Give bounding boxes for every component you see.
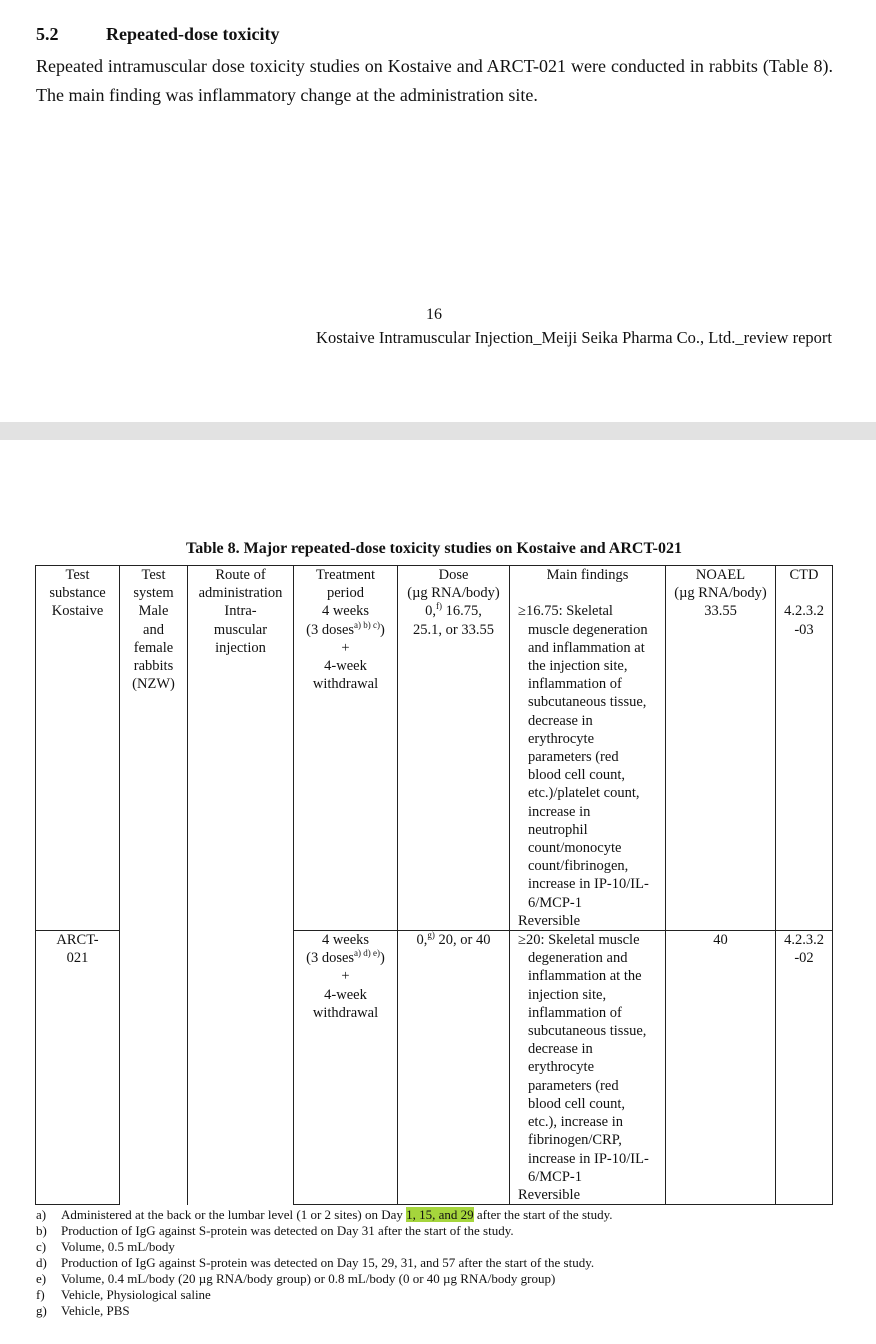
footnote-f: f) Vehicle, Physiological saline: [36, 1287, 211, 1302]
footnote-a: a) Administered at the back or the lumbar level (1 or 2 sites) on Day 1, 15, and 29 after the start of the study.: [36, 1207, 613, 1222]
cell-ctd: 4.2.3.2 -03: [776, 602, 833, 930]
cell-noael: 40: [666, 931, 776, 1205]
cell-treatment-period: 4 weeks (3 doses$^{a) b) c)}$) + 4-week withdrawal: [294, 602, 398, 930]
cell-dose: 0,$^{g)}$ 20, or 40: [398, 931, 510, 1205]
cell-main-findings: ≥16.75: Skeletal muscle degeneration and inflammation at the injection site, inflammation of subcutaneous tissue, decrease in erythrocyte parameters (red blood cell count, etc.)/platelet count, increase in neutrophil count/monocyte count/fibrinogen, increase in IP-10/IL- 6/MCP-1 Reversible: [510, 602, 666, 930]
cell-substance: ARCT- 021: [36, 931, 120, 1205]
header-treatment-period: Treatment period: [294, 566, 398, 603]
cell-main-findings: ≥20: Skeletal muscle degeneration and inflammation at the injection site, inflammation of subcutaneous tissue, decrease in erythrocyte parameters (red blood cell count, etc.), increase in fibrinogen/CRP, increase in IP-10/IL- 6/MCP-1 Reversible: [510, 931, 666, 1205]
section-paragraph: Repeated intramuscular dose toxicity studies on Kostaive and ARCT-021 were conducted in rabbits (Table 8). The main finding was inflammatory change at the administration site.: [36, 56, 833, 105]
header-main-findings: Main findings: [510, 566, 666, 603]
header-route: Route of administration: [188, 566, 294, 603]
table-header-row: [36, 566, 833, 603]
cell-treatment-period: 4 weeks (3 doses$^{a) d) e)}$) + 4-week withdrawal: [294, 931, 398, 1205]
cell-route: Intra- muscular injection: [188, 602, 294, 1204]
footnote-b: b) Production of IgG against S-protein was detected on Day 31 after the start of the study.: [36, 1223, 514, 1238]
header-dose: Dose (µg RNA/body): [398, 566, 510, 603]
page-16: [0, 0, 876, 420]
header-ctd: CTD: [776, 566, 833, 603]
cell-test-system: Male and female rabbits (NZW): [120, 602, 188, 1204]
header-noael: NOAEL (µg RNA/body): [666, 566, 776, 603]
footnote-g: g) Vehicle, PBS: [36, 1303, 130, 1318]
page-number: 16: [426, 306, 442, 323]
section-heading: [36, 24, 279, 45]
page-footer: Kostaive Intramuscular Injection_Meiji Seika Pharma Co., Ltd._review report: [316, 328, 832, 347]
footnote-d: d) Production of IgG against S-protein was detected on Day 15, 29, 31, and 57 after the start of the study.: [36, 1255, 595, 1270]
highlighted-days: 1, 15, and 29: [406, 1207, 474, 1222]
footnote-c: c) Volume, 0.5 mL/body: [36, 1239, 175, 1254]
footnote-e: e) Volume, 0.4 mL/body (20 µg RNA/body group) or 0.8 mL/body (0 or 40 µg RNA/body group): [36, 1271, 556, 1286]
cell-substance: Kostaive: [36, 602, 120, 930]
cell-noael: 33.55: [666, 602, 776, 930]
cell-ctd: 4.2.3.2 -02: [776, 931, 833, 1205]
header-test-substance: Test substance: [36, 566, 120, 603]
cell-dose: 0,$^{f)}$ 16.75, 25.1, or 33.55: [398, 602, 510, 930]
footnotes: [36, 1207, 613, 1319]
page-separator: [0, 422, 876, 440]
table-row: [36, 602, 833, 930]
header-test-system: Test system: [120, 566, 188, 603]
table-title: Table 8. Major repeated-dose toxicity studies on Kostaive and ARCT-021: [185, 540, 682, 557]
toxicity-table: [35, 565, 833, 1205]
section-number: 5.2: [36, 24, 59, 44]
section-title: Repeated-dose toxicity: [106, 24, 280, 44]
